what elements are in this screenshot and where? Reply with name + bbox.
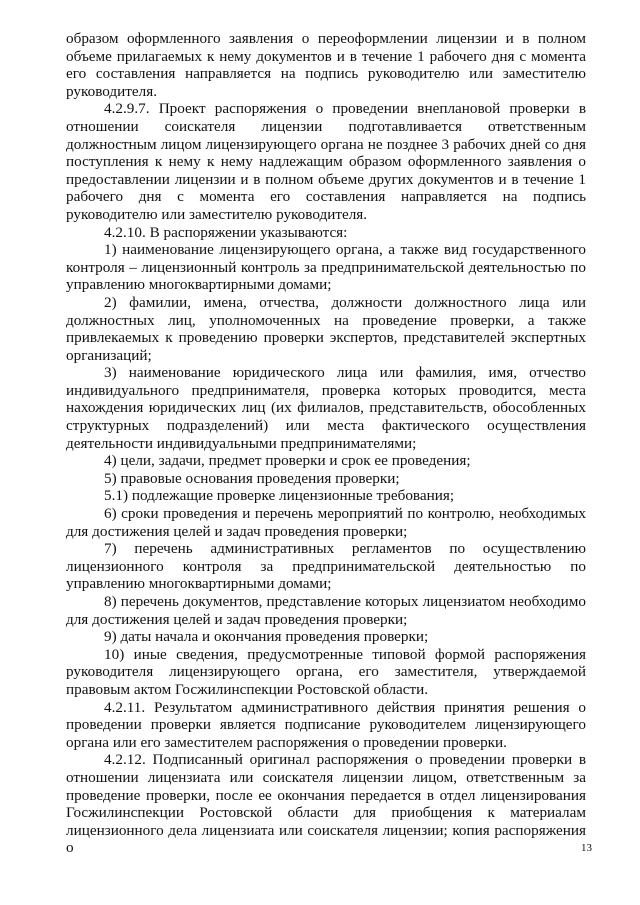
document-page	[66, 30, 586, 857]
paragraph-4-2-11: 4.2.11. Результатом административного действия принятия решения о проведении проверки является подписание руководителем лицензирующего органа или его заместителем распоряжения о проведении проверки.	[66, 698, 586, 751]
list-item-1: 1) наименование лицензирующего органа, а также вид государственного контроля – лицензионный контроль за предпринимательской деятельностью по управлению многоквартирными домами;	[66, 241, 586, 294]
list-item-6: 6) сроки проведения и перечень мероприятий по контролю, необходимых для достижения целей и задач проведения проверки;	[66, 505, 586, 540]
list-item-4: 4) цели, задачи, предмет проверки и срок ее проведения;	[104, 452, 471, 470]
list-item-8: 8) перечень документов, представление которых лицензиатом необходимо для достижения целей и задач проведения проверки;	[66, 593, 586, 628]
paragraph-4-2-12: 4.2.12. Подписанный оригинал распоряжения о проведении проверки в отношении лицензиата или соискателя лицензии лицом, ответственным за проведение проверки, после ее окончания передается в отдел лицензирования Госжилинспекции Ростовской области для приобщения к материалам лицензионного дела лицензиата или соискателя лицензии; копия распоряжения о	[66, 751, 586, 857]
list-item-7: 7) перечень административных регламентов по осуществлению лицензионного контроля за предпринимательской деятельностью по управлению многоквартирными домами;	[66, 540, 586, 593]
paragraph-4-2-10: 4.2.10. В распоряжении указываются:	[104, 223, 348, 241]
list-item-5-1: 5.1) подлежащие проверке лицензионные требования;	[104, 487, 455, 505]
list-item-10: 10) иные сведения, предусмотренные типовой формой распоряжения руководителя лицензирующего органа, его заместителя, утверждаемой правовым актом Госжилинспекции Ростовской области.	[66, 645, 586, 698]
list-item-2: 2) фамилии, имена, отчества, должности должностного лица или должностных лиц, уполномоченных на проведение проверки, а также привлекаемых к проведению проверки экспертов, представителей экспертных организаций;	[66, 293, 586, 364]
list-item-3: 3) наименование юридического лица или фамилия, имя, отчество индивидуального предпринимателя, проверка которых проводится, места нахождения юридических лиц (их филиалов, представительств, обособленных структурных подразделений) или места фактического осуществления деятельности индивидуальными предпринимателями;	[66, 364, 586, 452]
paragraph-4-2-9-7: 4.2.9.7. Проект распоряжения о проведении внеплановой проверки в отношении соискателя лицензии подготавливается ответственным должностным лицом лицензирующего органа не позднее 3 рабочих дней со дня поступления к нему к нему надлежащим образом оформленного заявления о предоставлении лицензии и в полном объеме других документов и в течение 1 рабочего дня с момента его составления направляется на подпись руководителю или заместителю руководителя.	[66, 100, 586, 223]
page-number: 13	[581, 842, 592, 854]
list-item-5: 5) правовые основания проведения проверки;	[104, 469, 400, 487]
list-item-9: 9) даты начала и окончания проведения проверки;	[104, 628, 429, 646]
paragraph-continuation: образом оформленного заявления о переоформлении лицензии и в полном объеме прилагаемых к нему документов и в течение 1 рабочего дня с момента его составления направляется на подпись руководителю или заместителю руководителя.	[66, 30, 586, 100]
